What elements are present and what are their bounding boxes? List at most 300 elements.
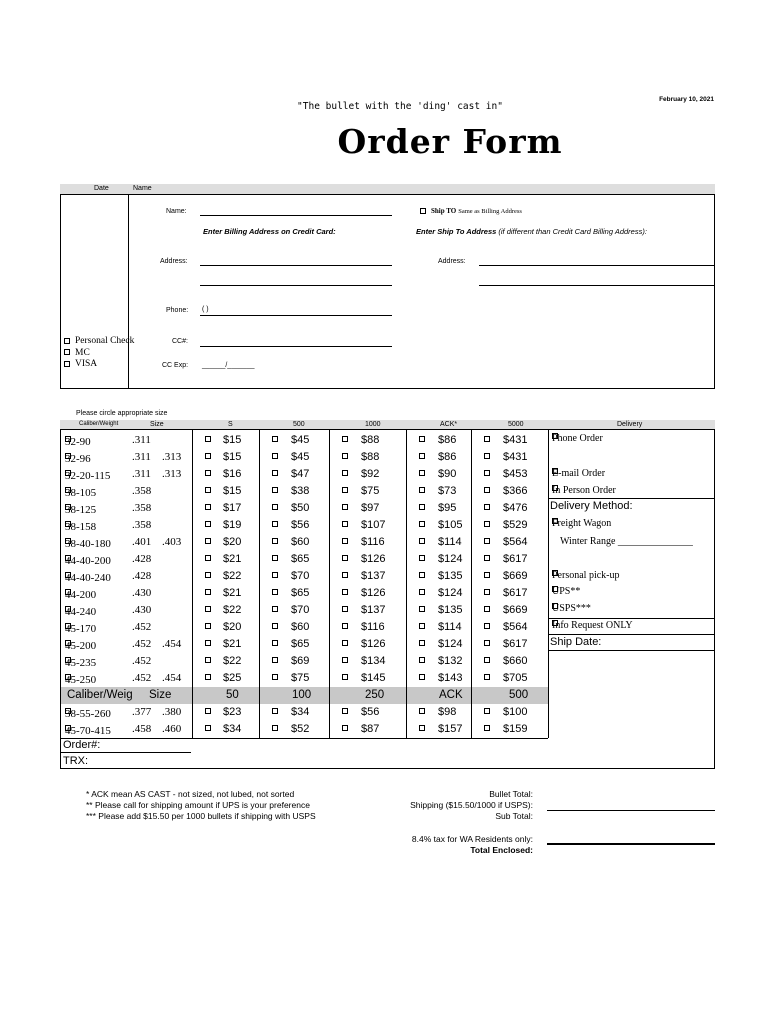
price-cell: $669 (503, 570, 528, 582)
checkbox-icon[interactable] (205, 470, 211, 476)
price-cell: $143 (438, 672, 463, 684)
footnote: *** Please add $15.50 per 1000 bullets if shipping with USPS (86, 811, 316, 821)
delivery-option-label: In Person Order (552, 485, 616, 496)
checkbox-icon[interactable] (342, 436, 348, 442)
price-cell: $529 (503, 519, 528, 531)
caliber-value: 38-158 (65, 521, 97, 533)
caliber-value: 38-55-260 (65, 708, 111, 720)
caliber-value: 32-90 (65, 436, 91, 448)
price-grid (60, 429, 715, 769)
ship-same-as-billing[interactable] (420, 207, 522, 215)
checkbox-icon[interactable] (205, 725, 211, 731)
price-cell: $564 (503, 536, 528, 548)
checkbox-icon[interactable] (419, 623, 425, 629)
checkbox-icon[interactable] (205, 487, 211, 493)
checkbox-icon[interactable] (484, 674, 490, 680)
checkbox-icon[interactable] (419, 657, 425, 663)
price-cell: $56 (361, 706, 380, 718)
price-cell: $98 (438, 706, 457, 718)
checkbox-icon[interactable] (272, 436, 278, 442)
checkbox-icon[interactable] (272, 623, 278, 629)
ship-to-rest: Same as Billing Address (458, 208, 522, 215)
price-cell: $15 (223, 451, 242, 463)
sub-header-100: 100 (292, 689, 312, 701)
page-title: Order Form (337, 122, 563, 161)
size-1[interactable]: .311 (132, 434, 151, 446)
price-cell: $25 (223, 672, 242, 684)
checkbox-icon[interactable] (342, 504, 348, 510)
caliber-value: 45-170 (65, 623, 97, 635)
size-1[interactable]: .458 (132, 723, 152, 735)
checkbox-icon[interactable] (205, 453, 211, 459)
checkbox-icon[interactable] (272, 640, 278, 646)
name-field[interactable] (200, 215, 392, 216)
ship-date-label: Ship Date: (550, 636, 602, 648)
delivery-divider (548, 618, 714, 619)
price-cell: $135 (438, 570, 463, 582)
checkbox-icon[interactable] (419, 674, 425, 680)
delivery-option-label: Phone Order (552, 433, 603, 444)
checkbox-icon[interactable] (342, 640, 348, 646)
caliber-value: 38-40-180 (65, 538, 111, 550)
price-cell: $47 (291, 468, 310, 480)
header-5000: 5000 (508, 421, 524, 428)
checkbox-icon[interactable] (419, 589, 425, 595)
table-row (61, 483, 548, 500)
ccexp-field[interactable]: ______/_______ (202, 362, 255, 369)
size-1[interactable]: .311 (132, 451, 151, 463)
price-cell: $69 (291, 655, 310, 667)
price-cell: $15 (223, 485, 242, 497)
delivery-method-label: Delivery Method: (550, 500, 633, 512)
price-cell: $105 (438, 519, 463, 531)
checkbox-icon[interactable] (272, 708, 278, 714)
checkbox-icon[interactable] (272, 572, 278, 578)
price-cell: $617 (503, 553, 528, 565)
checkbox-icon[interactable] (419, 538, 425, 544)
checkbox-icon[interactable] (272, 555, 278, 561)
checkbox-icon[interactable] (342, 555, 348, 561)
price-cell: $73 (438, 485, 457, 497)
size-1[interactable]: .311 (132, 468, 151, 480)
price-cell: $65 (291, 587, 310, 599)
totals-labels (330, 789, 533, 822)
price-cell: $100 (503, 706, 528, 718)
phone-field[interactable] (200, 315, 392, 316)
price-cell: $38 (291, 485, 310, 497)
checkbox-icon[interactable] (272, 589, 278, 595)
delivery-option-label: Personal pick-up (552, 570, 620, 581)
delivery-divider (548, 498, 714, 499)
table-row (61, 636, 548, 653)
caliber-value: 45-235 (65, 657, 97, 669)
ship-address-label: Address: (438, 258, 466, 265)
checkbox-icon[interactable] (419, 504, 425, 510)
checkbox-icon[interactable] (342, 657, 348, 663)
caliber-value: 44-40-200 (65, 555, 111, 567)
footnote: ** Please call for shipping amount if UPS is your preference (86, 800, 310, 810)
document-date: February 10, 2021 (659, 96, 714, 103)
size-2[interactable]: .313 (162, 451, 182, 463)
price-cell: $65 (291, 553, 310, 565)
size-2[interactable]: .403 (162, 536, 182, 548)
price-cell: $145 (361, 672, 386, 684)
price-cell: $617 (503, 638, 528, 650)
checkbox-icon[interactable] (484, 572, 490, 578)
checkbox-icon[interactable] (484, 521, 490, 527)
delivery-separator (548, 430, 549, 738)
checkbox-icon[interactable] (205, 606, 211, 612)
checkbox-icon[interactable] (272, 470, 278, 476)
checkbox-icon[interactable] (205, 640, 211, 646)
price-cell: $137 (361, 570, 386, 582)
checkbox-icon[interactable] (484, 487, 490, 493)
caliber-value: 38-105 (65, 487, 97, 499)
delivery-option-label: Freight Wagon (552, 518, 612, 529)
checkbox-icon[interactable] (272, 725, 278, 731)
checkbox-icon[interactable] (205, 572, 211, 578)
price-cell: $88 (361, 451, 380, 463)
checkbox-icon[interactable] (205, 538, 211, 544)
table-row (61, 517, 548, 534)
price-cell: $114 (438, 621, 462, 633)
price-cell: $45 (291, 434, 310, 446)
caliber-value: 45-250 (65, 674, 97, 686)
header-s: S (228, 421, 233, 428)
table-row (61, 670, 548, 687)
delivery-divider (548, 650, 714, 651)
price-cell: $50 (291, 502, 310, 514)
checkbox-icon[interactable] (64, 349, 70, 355)
checkbox-icon[interactable] (205, 555, 211, 561)
caliber-value: 44-40-240 (65, 572, 111, 584)
table-row (61, 551, 548, 568)
price-cell: $107 (361, 519, 386, 531)
checkbox-icon[interactable] (484, 453, 490, 459)
size-2[interactable]: .454 (162, 638, 182, 650)
enter-ship-note: (if different than Credit Card Billing Address): (498, 227, 647, 236)
checkbox-icon[interactable] (205, 708, 211, 714)
checkbox-icon[interactable] (272, 487, 278, 493)
grid-header (60, 420, 547, 429)
delivery-winter-range[interactable]: Winter Range _______________ (560, 536, 693, 547)
total-field[interactable] (547, 843, 715, 845)
size-2[interactable]: .454 (162, 672, 182, 684)
checkbox-icon[interactable] (420, 208, 426, 214)
header-delivery: Delivery (617, 421, 643, 428)
caliber-value: 32-20-115 (65, 470, 111, 482)
checkbox-icon[interactable] (484, 436, 490, 442)
price-cell: $431 (503, 451, 528, 463)
delivery-option-label: Info Request ONLY (552, 620, 633, 631)
checkbox-icon[interactable] (419, 436, 425, 442)
delivery-option-label: E-mail Order (552, 468, 606, 479)
customer-header-bar (60, 184, 715, 194)
checkbox-icon[interactable] (484, 589, 490, 595)
sub-header-row (61, 687, 548, 704)
sub-total-label: Sub Total: (495, 811, 533, 821)
table-row (61, 619, 548, 636)
price-cell: $114 (438, 536, 462, 548)
checkbox-icon[interactable] (272, 538, 278, 544)
price-cell: $564 (503, 621, 528, 633)
address-label: Address: (160, 258, 188, 265)
checkbox-icon[interactable] (484, 555, 490, 561)
price-cell: $431 (503, 434, 528, 446)
checkbox-icon[interactable] (342, 708, 348, 714)
checkbox-icon[interactable] (419, 708, 425, 714)
cc-label: CC#: (172, 338, 188, 345)
checkbox-icon[interactable] (419, 555, 425, 561)
price-cell: $22 (223, 604, 242, 616)
ship-to-bold: Ship TO (431, 207, 457, 215)
price-cell: $88 (361, 434, 380, 446)
column-divider (192, 430, 193, 738)
checkbox-icon[interactable] (484, 504, 490, 510)
column-divider (329, 430, 330, 738)
caliber-value: 38-125 (65, 504, 97, 516)
checkbox-icon[interactable] (205, 504, 211, 510)
price-cell: $126 (361, 553, 386, 565)
ship-address-field-1[interactable] (479, 265, 714, 266)
payment-options (64, 336, 134, 371)
price-cell: $124 (438, 638, 463, 650)
checkbox-icon[interactable] (272, 606, 278, 612)
price-cell: $132 (438, 655, 463, 667)
price-cell: $15 (223, 434, 242, 446)
delivery-option-label: UPS** (552, 586, 581, 597)
price-cell: $137 (361, 604, 386, 616)
price-cell: $45 (291, 451, 310, 463)
checkbox-icon[interactable] (484, 470, 490, 476)
checkbox-icon[interactable] (342, 470, 348, 476)
phone-label: Phone: (166, 307, 189, 314)
size-1[interactable]: .358 (132, 502, 152, 514)
checkbox-icon[interactable] (342, 453, 348, 459)
ship-address-field-2[interactable] (479, 285, 714, 286)
checkbox-icon[interactable] (342, 674, 348, 680)
checkbox-icon[interactable] (205, 623, 211, 629)
table-row (61, 466, 548, 483)
checkbox-icon[interactable] (342, 538, 348, 544)
caliber-value: 45-70-415 (65, 725, 111, 737)
caliber-value: 45-200 (65, 640, 97, 652)
table-row (61, 534, 548, 551)
checkbox-icon[interactable] (484, 640, 490, 646)
cc-field[interactable] (200, 346, 392, 347)
table-row (61, 585, 548, 602)
checkbox-icon[interactable] (419, 521, 425, 527)
size-1[interactable]: .452 (132, 655, 152, 667)
sub-header-ack: ACK (439, 689, 463, 701)
shipping-label: Shipping ($15.50/1000 if USPS): (410, 800, 533, 810)
price-cell: $19 (223, 519, 242, 531)
checkbox-icon[interactable] (342, 487, 348, 493)
price-cell: $135 (438, 604, 463, 616)
price-cell: $97 (361, 502, 380, 514)
sub-header-50: 50 (226, 689, 239, 701)
order-field[interactable] (61, 752, 191, 753)
size-1[interactable]: .452 (132, 621, 152, 633)
payment-option-label: VISA (75, 359, 98, 369)
price-cell: $124 (438, 553, 463, 565)
column-divider (471, 430, 472, 738)
checkbox-icon[interactable] (272, 521, 278, 527)
price-cell: $705 (503, 672, 528, 684)
price-cell: $669 (503, 604, 528, 616)
price-cell: $34 (223, 723, 242, 735)
payment-option-check[interactable] (64, 336, 134, 348)
name-column-label: Name (133, 185, 152, 192)
checkbox-icon[interactable] (484, 708, 490, 714)
price-cell: $157 (438, 723, 463, 735)
price-cell: $126 (361, 638, 386, 650)
checkbox-icon[interactable] (419, 572, 425, 578)
total-enclosed-label: Total Enclosed: (470, 845, 533, 855)
checkbox-icon[interactable] (342, 725, 348, 731)
address-field-2[interactable] (200, 285, 392, 286)
checkbox-icon[interactable] (205, 657, 211, 663)
size-1[interactable]: .401 (132, 536, 152, 548)
size-1[interactable]: .428 (132, 553, 152, 565)
price-cell: $660 (503, 655, 528, 667)
shipping-field[interactable] (547, 810, 715, 811)
checkbox-icon[interactable] (205, 436, 211, 442)
size-1[interactable]: .452 (132, 638, 152, 650)
enter-ship-label (416, 227, 647, 236)
table-row (61, 449, 548, 466)
checkbox-icon[interactable] (419, 640, 425, 646)
checkbox-icon[interactable] (419, 470, 425, 476)
checkbox-icon[interactable] (419, 453, 425, 459)
checkbox-icon[interactable] (484, 725, 490, 731)
enter-ship-bold: Enter Ship To Address (416, 227, 497, 236)
size-1[interactable]: .358 (132, 485, 152, 497)
checkbox-icon[interactable] (342, 623, 348, 629)
table-row (61, 704, 548, 721)
checkbox-icon[interactable] (484, 606, 490, 612)
payment-option-mc[interactable] (64, 348, 134, 360)
price-cell: $116 (361, 536, 385, 548)
price-cell: $75 (361, 485, 380, 497)
price-cell: $70 (291, 604, 310, 616)
delivery-column (550, 430, 714, 738)
delivery-header (547, 420, 715, 429)
column-divider (259, 430, 260, 738)
tagline: "The bullet with the 'ding' cast in" (297, 101, 503, 112)
price-cell: $617 (503, 587, 528, 599)
checkbox-icon[interactable] (272, 504, 278, 510)
order-divider (61, 738, 548, 739)
checkbox-icon[interactable] (484, 657, 490, 663)
size-2[interactable]: .460 (162, 723, 182, 735)
price-cell: $95 (438, 502, 457, 514)
checkbox-icon[interactable] (484, 538, 490, 544)
checkbox-icon[interactable] (272, 674, 278, 680)
enter-billing-label: Enter Billing Address on Credit Card: (203, 227, 336, 236)
checkbox-icon[interactable] (342, 521, 348, 527)
table-row (61, 721, 548, 738)
checkbox-icon[interactable] (205, 589, 211, 595)
caliber-value: 44-200 (65, 589, 97, 601)
size-2[interactable]: .313 (162, 468, 182, 480)
caliber-value: 44-240 (65, 606, 97, 618)
payment-option-visa[interactable] (64, 359, 134, 371)
size-1[interactable]: .430 (132, 587, 152, 599)
price-cell: $476 (503, 502, 528, 514)
checkbox-icon[interactable] (342, 589, 348, 595)
size-1[interactable]: .358 (132, 519, 152, 531)
customer-info-box (60, 194, 715, 389)
table-row (61, 602, 548, 619)
price-cell: $17 (223, 502, 242, 514)
date-column-label: Date (94, 185, 109, 192)
price-cell: $134 (361, 655, 386, 667)
sub-header-250: 250 (365, 689, 385, 701)
checkbox-icon[interactable] (342, 572, 348, 578)
footnote: * ACK mean AS CAST - not sized, not lubed, not sorted (86, 789, 295, 799)
size-1[interactable]: .452 (132, 672, 152, 684)
price-cell: $23 (223, 706, 242, 718)
order-label: Order#: (63, 739, 101, 751)
caliber-value: 32-96 (65, 453, 91, 465)
price-cell: $86 (438, 451, 457, 463)
checkbox-icon[interactable] (272, 453, 278, 459)
checkbox-icon[interactable] (205, 674, 211, 680)
price-cell: $366 (503, 485, 528, 497)
sub-header-500: 500 (509, 689, 529, 701)
footnotes (86, 789, 316, 822)
price-cell: $21 (223, 638, 242, 650)
price-cell: $70 (291, 570, 310, 582)
header-size: Size (150, 421, 164, 428)
price-cell: $75 (291, 672, 310, 684)
price-cell: $453 (503, 468, 528, 480)
checkbox-icon[interactable] (419, 606, 425, 612)
size-1[interactable]: .430 (132, 604, 152, 616)
checkbox-icon[interactable] (484, 623, 490, 629)
price-cell: $126 (361, 587, 386, 599)
checkbox-icon[interactable] (342, 606, 348, 612)
checkbox-icon[interactable] (419, 487, 425, 493)
bullet-total-label: Bullet Total: (489, 789, 533, 799)
delivery-option-label: USPS*** (552, 603, 591, 614)
payment-option-label: MC (75, 347, 90, 358)
payment-option-label: Personal Check (75, 336, 135, 346)
price-cell: $60 (291, 621, 310, 633)
price-cell: $20 (223, 536, 242, 548)
price-cell: $87 (361, 723, 380, 735)
price-cell: $116 (361, 621, 385, 633)
circle-size-note: Please circle appropriate size (76, 410, 168, 417)
tax-labels (330, 834, 533, 856)
price-cell: $52 (291, 723, 310, 735)
price-cell: $34 (291, 706, 310, 718)
size-1[interactable]: .377 (132, 706, 152, 718)
column-divider (406, 430, 407, 738)
size-1[interactable]: .428 (132, 570, 152, 582)
checkbox-icon[interactable] (272, 657, 278, 663)
price-cell: $92 (361, 468, 380, 480)
address-field-1[interactable] (200, 265, 392, 266)
checkbox-icon[interactable] (419, 725, 425, 731)
tax-label: 8.4% tax for WA Residents only: (411, 834, 533, 844)
checkbox-icon[interactable] (205, 521, 211, 527)
price-cell: $21 (223, 553, 242, 565)
checkbox-icon[interactable] (64, 338, 70, 344)
checkbox-icon[interactable] (64, 361, 70, 367)
size-2[interactable]: .380 (162, 706, 182, 718)
